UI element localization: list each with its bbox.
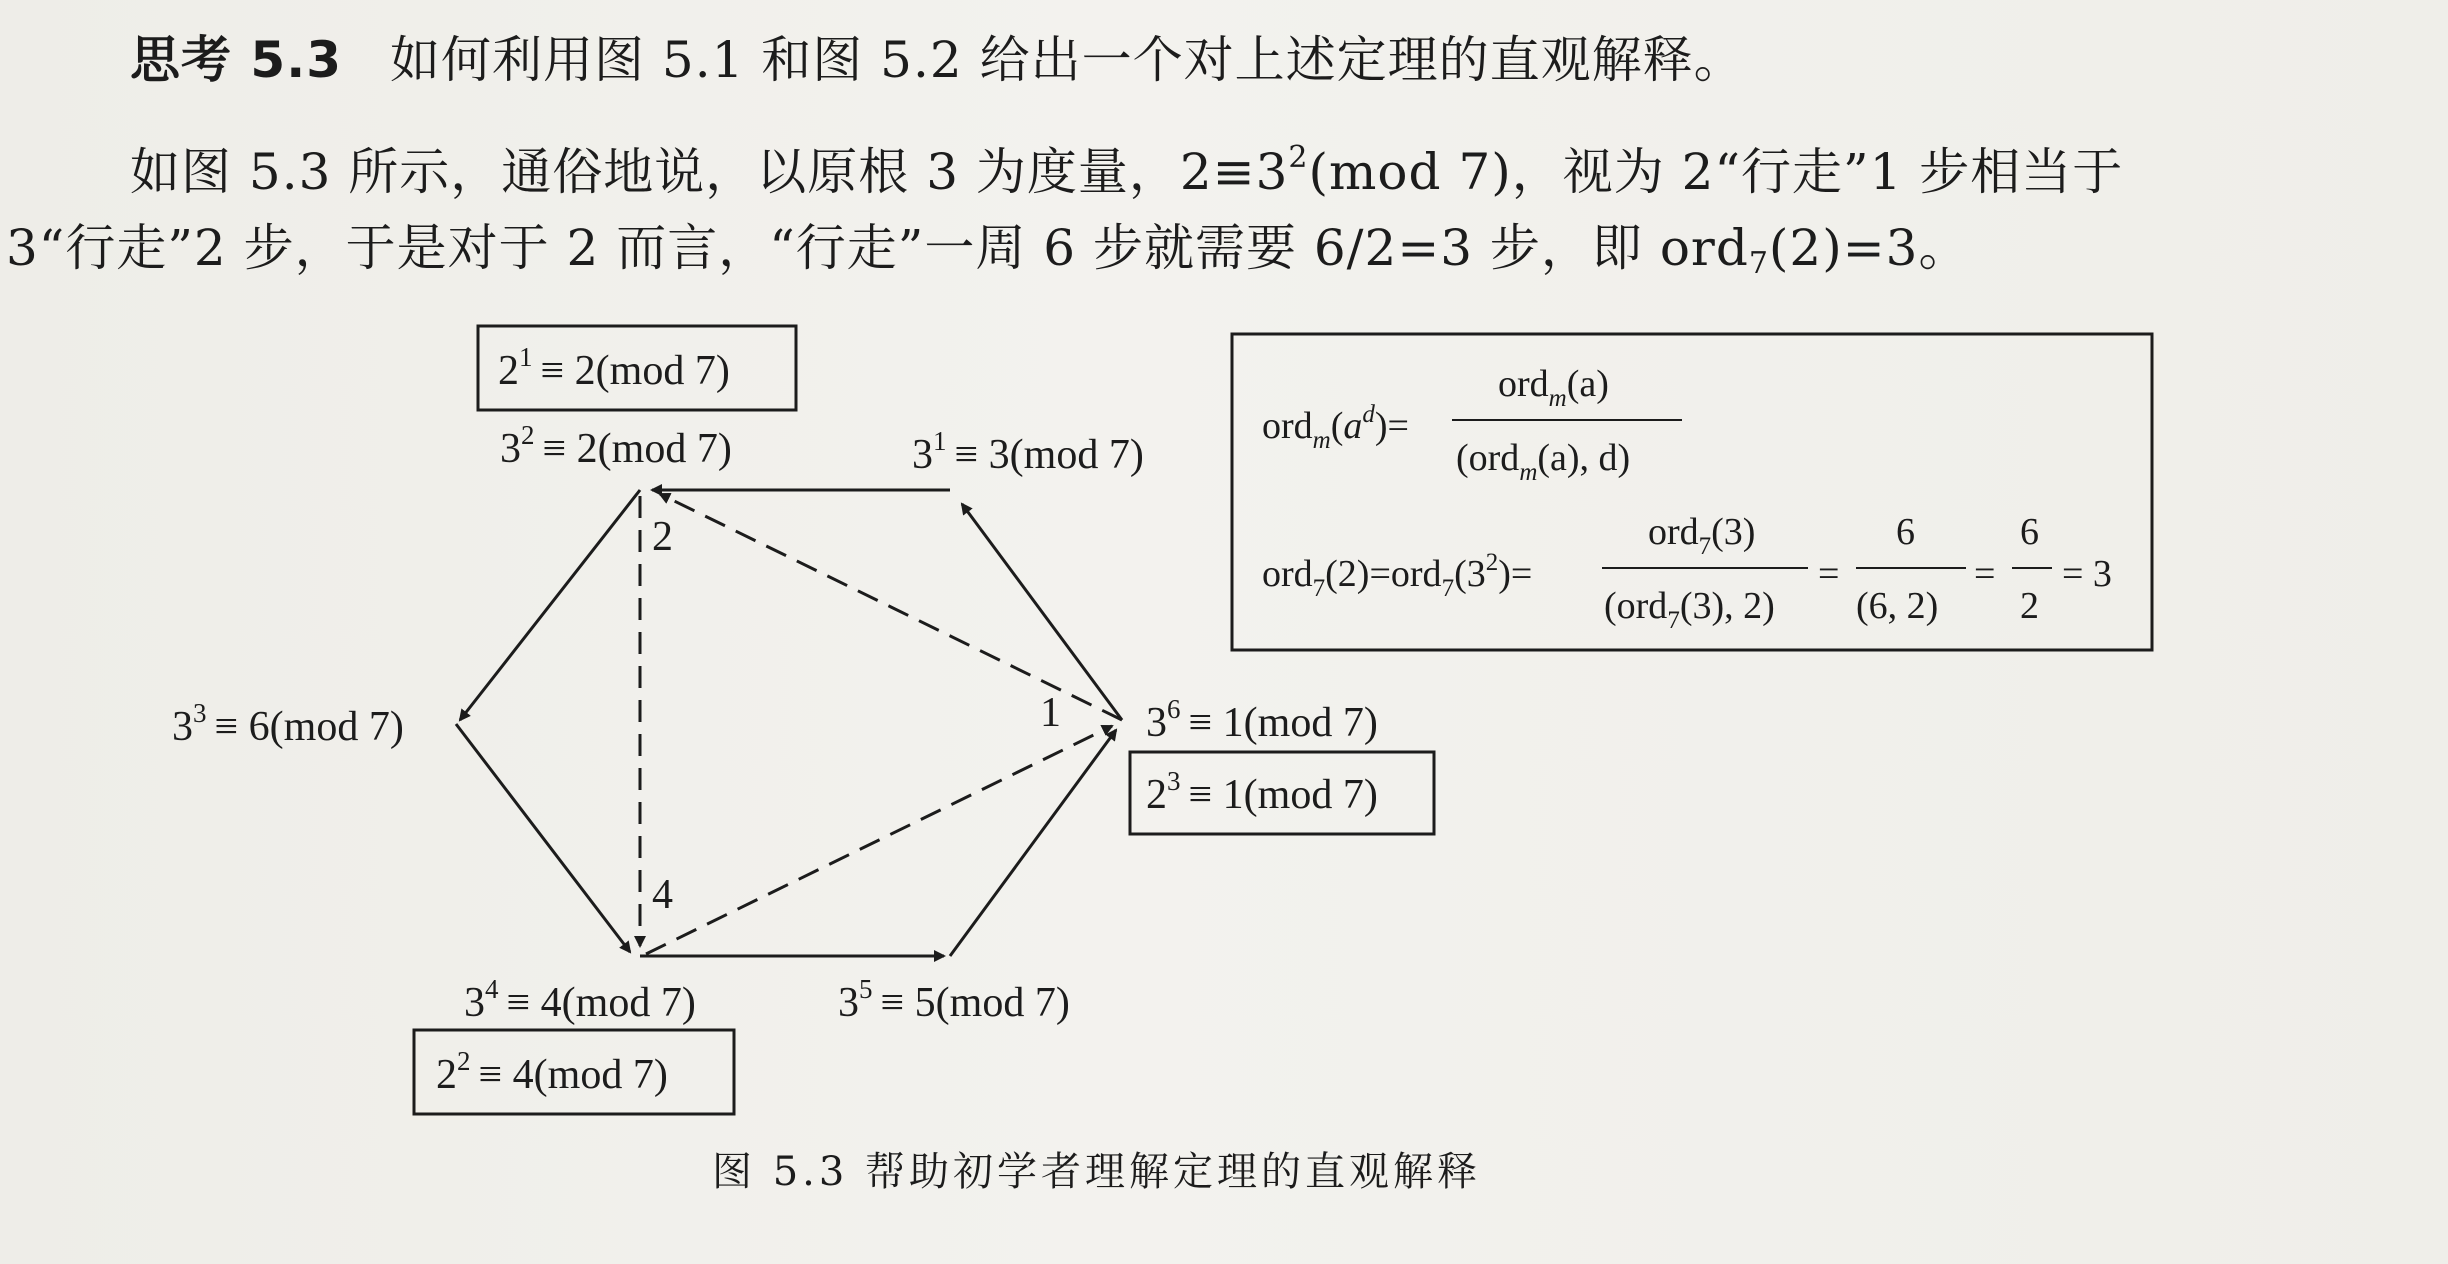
explanation-line-1 <box>130 126 2123 204</box>
step-label: 4 <box>652 872 673 918</box>
label-3^6: $3^6 \equiv 1(mod$ 7) <box>1146 694 1378 746</box>
edge-3^3-to-3^4 <box>456 724 630 952</box>
edge-3^2-to-3^3 <box>460 490 640 720</box>
label-3^5: $3^5 \equiv 5(mod$ 7) <box>838 974 1070 1026</box>
formula-2-two: 2 <box>2020 585 2039 627</box>
formula-2-equals: = <box>1818 553 1840 595</box>
step-label: 1 <box>1040 690 1061 736</box>
step-label: 2 <box>652 514 673 560</box>
label-3^4: $3^4 \equiv 4(mod$ 7) <box>464 974 696 1026</box>
dashed-edge-2^2-to-2^3 <box>646 726 1112 954</box>
formula-2-lhs: $ord_7(2)=ord_7(3^2)=$ <box>1262 549 1533 602</box>
subscript: 7 <box>1748 246 1769 281</box>
formula-2-numerator: ord$_7$(3) <box>1648 511 1756 560</box>
explanation-line-2 <box>6 216 1969 296</box>
dashed-edge-2^3-to-2^1 <box>660 494 1122 720</box>
edge-3^6-to-3^1 <box>962 504 1122 720</box>
formula-2-equals: = <box>1974 553 1996 595</box>
label-2^2: $2^2 \equiv 4(mod$ 7) <box>436 1046 668 1098</box>
label-2^3: $2^3 \equiv 1(mod$ 7) <box>1146 766 1378 818</box>
explanation-text: (mod 7)，视为 2“行走”1 步相当于 <box>1308 143 2124 201</box>
explanation-text: (2)=3。 <box>1768 219 1970 277</box>
edge-3^5-to-3^6 <box>950 730 1116 956</box>
label-2^1: $2^1 \equiv 2(mod$ 7) <box>498 342 730 394</box>
thought-label: 思考 5.3 <box>130 31 342 89</box>
exponent: 2 <box>1288 140 1309 175</box>
label-3^2: $3^2 \equiv 2(mod$ 7) <box>500 420 732 472</box>
formula-2-denominator: (ord$_7$(3), 2) <box>1604 585 1775 634</box>
thought-question-line <box>130 28 1745 92</box>
formula-2-six-numerator: 6 <box>1896 511 1915 553</box>
label-3^3: $3^3 \equiv 6(mod$ 7) <box>172 698 404 750</box>
figure-caption: 图 5.3 帮助初学者理解定理的直观解释 <box>712 1149 1482 1195</box>
formula-1-denominator: (ord$_m$(a), d) <box>1456 437 1631 486</box>
formula-1-numerator: ord$_m$(a) <box>1498 363 1609 412</box>
explanation-text: 如图 5.3 所示，通俗地说，以原根 3 为度量，2≡3 <box>130 143 1289 201</box>
formula-2-result: = 3 <box>2062 553 2112 595</box>
explanation-text: 3“行走”2 步，于是对于 2 而言，“行走”一周 6 步就需要 6/2=3 步，即 ord <box>6 219 1749 277</box>
label-3^1: $3^1 \equiv 3(mod$ 7) <box>912 426 1144 478</box>
formula-2-six: 6 <box>2020 511 2039 553</box>
thought-question: 如何利用图 5.1 和图 5.2 给出一个对上述定理的直观解释。 <box>389 31 1745 89</box>
formula-1-lhs: $ord_m(a^d)=$ <box>1262 401 1409 454</box>
figure-5-3 <box>0 300 2448 1140</box>
formula-2-six-two-denominator: (6, 2) <box>1856 585 1939 627</box>
